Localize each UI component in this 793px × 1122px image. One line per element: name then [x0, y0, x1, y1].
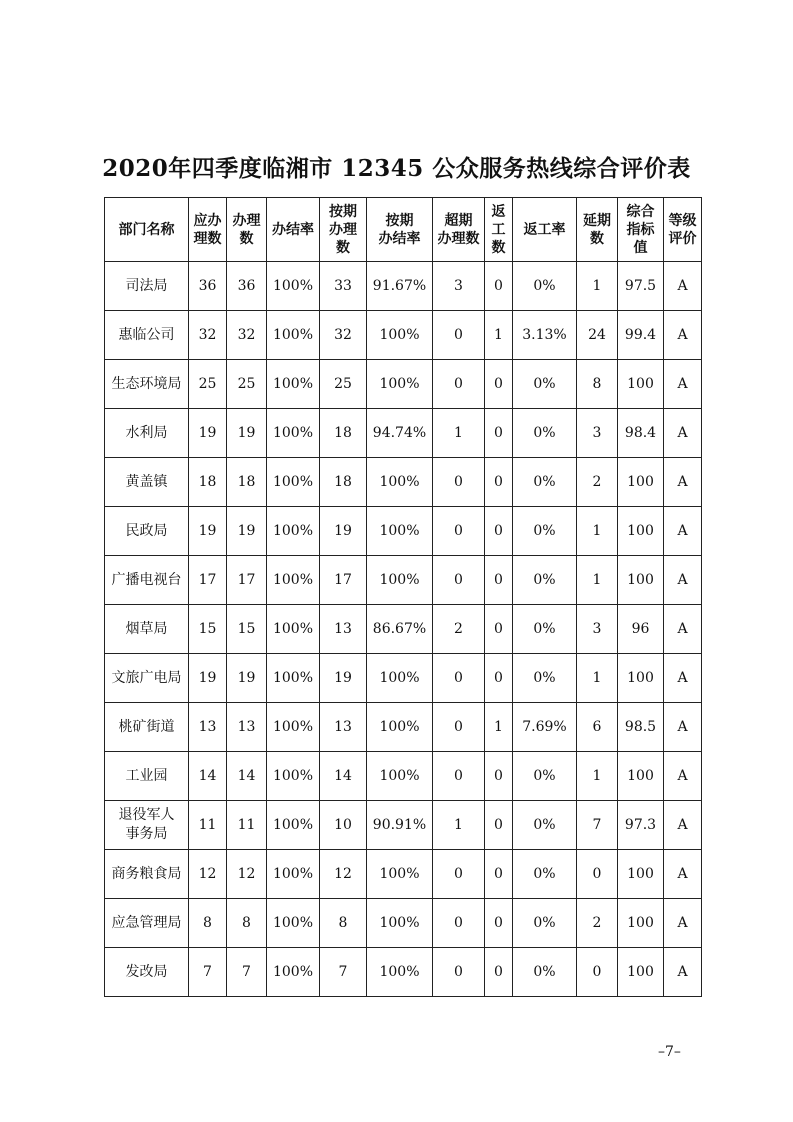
cell-completion-rate: 100%: [267, 703, 320, 752]
cell-rework-count: 0: [485, 262, 513, 311]
cell-rework-rate: 0%: [513, 556, 577, 605]
header-ontime-count: 按期 办理 数: [320, 198, 367, 262]
cell-rework-rate: 0%: [513, 409, 577, 458]
cell-completion-rate: 100%: [267, 360, 320, 409]
cell-ontime-count: 7: [320, 948, 367, 997]
cell-extension-count: 6: [577, 703, 618, 752]
cell-ontime-count: 33: [320, 262, 367, 311]
cell-composite-index: 97.5: [618, 262, 664, 311]
cell-ontime-count: 14: [320, 752, 367, 801]
cell-ontime-count: 17: [320, 556, 367, 605]
table-header-row: [105, 198, 702, 262]
cell-ontime-rate: 100%: [367, 752, 433, 801]
cell-department: 工业园: [105, 752, 189, 801]
cell-extension-count: 3: [577, 409, 618, 458]
cell-composite-index: 97.3: [618, 801, 664, 850]
cell-ontime-count: 25: [320, 360, 367, 409]
cell-handled: 32: [227, 311, 267, 360]
cell-grade: A: [664, 311, 702, 360]
cell-department: 退役军人 事务局: [105, 801, 189, 850]
cell-handled: 17: [227, 556, 267, 605]
cell-should-handle: 32: [189, 311, 227, 360]
cell-composite-index: 100: [618, 360, 664, 409]
cell-rework-rate: 0%: [513, 458, 577, 507]
cell-ontime-rate: 100%: [367, 311, 433, 360]
cell-rework-count: 0: [485, 899, 513, 948]
header-completion-rate: 办结率: [267, 198, 320, 262]
table-row: [105, 752, 702, 801]
cell-handled: 19: [227, 654, 267, 703]
cell-department: 司法局: [105, 262, 189, 311]
cell-grade: A: [664, 654, 702, 703]
cell-ontime-rate: 91.67%: [367, 262, 433, 311]
cell-department: 烟草局: [105, 605, 189, 654]
cell-handled: 18: [227, 458, 267, 507]
cell-extension-count: 1: [577, 654, 618, 703]
cell-ontime-rate: 100%: [367, 556, 433, 605]
cell-extension-count: 1: [577, 556, 618, 605]
cell-department: 广播电视台: [105, 556, 189, 605]
cell-composite-index: 100: [618, 458, 664, 507]
cell-overdue-count: 2: [433, 605, 485, 654]
cell-department: 生态环境局: [105, 360, 189, 409]
cell-completion-rate: 100%: [267, 409, 320, 458]
cell-overdue-count: 0: [433, 948, 485, 997]
cell-handled: 11: [227, 801, 267, 850]
header-ontime-rate: 按期 办结率: [367, 198, 433, 262]
cell-rework-count: 0: [485, 752, 513, 801]
cell-extension-count: 0: [577, 850, 618, 899]
cell-handled: 25: [227, 360, 267, 409]
cell-rework-count: 0: [485, 507, 513, 556]
table-body: [105, 262, 702, 997]
cell-handled: 36: [227, 262, 267, 311]
cell-rework-rate: 3.13%: [513, 311, 577, 360]
cell-extension-count: 3: [577, 605, 618, 654]
cell-handled: 14: [227, 752, 267, 801]
page-title: 2020年四季度临湘市 12345 公众服务热线综合评价表: [102, 155, 691, 182]
cell-overdue-count: 0: [433, 311, 485, 360]
table-row: [105, 703, 702, 752]
cell-ontime-count: 19: [320, 507, 367, 556]
table-row: [105, 948, 702, 997]
cell-extension-count: 7: [577, 801, 618, 850]
cell-rework-rate: 0%: [513, 507, 577, 556]
cell-extension-count: 2: [577, 458, 618, 507]
cell-rework-rate: 0%: [513, 899, 577, 948]
cell-ontime-rate: 100%: [367, 360, 433, 409]
cell-overdue-count: 0: [433, 654, 485, 703]
cell-ontime-rate: 100%: [367, 899, 433, 948]
cell-ontime-rate: 100%: [367, 654, 433, 703]
cell-grade: A: [664, 458, 702, 507]
cell-completion-rate: 100%: [267, 801, 320, 850]
cell-ontime-rate: 100%: [367, 948, 433, 997]
table-row: [105, 507, 702, 556]
cell-ontime-count: 13: [320, 703, 367, 752]
cell-department: 水利局: [105, 409, 189, 458]
cell-composite-index: 98.5: [618, 703, 664, 752]
cell-ontime-count: 18: [320, 458, 367, 507]
cell-grade: A: [664, 703, 702, 752]
header-extension-count: 延期 数: [577, 198, 618, 262]
cell-rework-count: 0: [485, 654, 513, 703]
cell-department: 商务粮食局: [105, 850, 189, 899]
header-handled: 办理 数: [227, 198, 267, 262]
cell-composite-index: 100: [618, 752, 664, 801]
cell-grade: A: [664, 801, 702, 850]
cell-should-handle: 19: [189, 654, 227, 703]
cell-should-handle: 25: [189, 360, 227, 409]
cell-grade: A: [664, 360, 702, 409]
cell-department: 文旅广电局: [105, 654, 189, 703]
table-row: [105, 605, 702, 654]
cell-should-handle: 19: [189, 507, 227, 556]
cell-composite-index: 99.4: [618, 311, 664, 360]
cell-ontime-rate: 100%: [367, 458, 433, 507]
cell-ontime-rate: 100%: [367, 850, 433, 899]
cell-ontime-rate: 86.67%: [367, 605, 433, 654]
cell-grade: A: [664, 605, 702, 654]
cell-completion-rate: 100%: [267, 262, 320, 311]
table-row: [105, 556, 702, 605]
cell-department: 惠临公司: [105, 311, 189, 360]
cell-should-handle: 17: [189, 556, 227, 605]
cell-department: 发改局: [105, 948, 189, 997]
cell-extension-count: 1: [577, 507, 618, 556]
cell-extension-count: 24: [577, 311, 618, 360]
cell-rework-count: 0: [485, 360, 513, 409]
cell-completion-rate: 100%: [267, 850, 320, 899]
cell-overdue-count: 0: [433, 507, 485, 556]
page-number: –7–: [658, 1044, 681, 1060]
cell-ontime-rate: 100%: [367, 703, 433, 752]
cell-rework-rate: 0%: [513, 752, 577, 801]
cell-rework-count: 0: [485, 556, 513, 605]
header-grade: 等级 评价: [664, 198, 702, 262]
cell-extension-count: 1: [577, 752, 618, 801]
cell-grade: A: [664, 262, 702, 311]
cell-overdue-count: 0: [433, 850, 485, 899]
cell-extension-count: 1: [577, 262, 618, 311]
cell-overdue-count: 0: [433, 752, 485, 801]
cell-ontime-count: 10: [320, 801, 367, 850]
cell-completion-rate: 100%: [267, 458, 320, 507]
cell-ontime-rate: 100%: [367, 507, 433, 556]
cell-should-handle: 11: [189, 801, 227, 850]
cell-rework-rate: 0%: [513, 360, 577, 409]
cell-ontime-count: 12: [320, 850, 367, 899]
cell-handled: 19: [227, 507, 267, 556]
cell-should-handle: 36: [189, 262, 227, 311]
cell-handled: 19: [227, 409, 267, 458]
cell-ontime-count: 8: [320, 899, 367, 948]
table-row: [105, 311, 702, 360]
header-should-handle: 应办 理数: [189, 198, 227, 262]
cell-should-handle: 18: [189, 458, 227, 507]
cell-composite-index: 100: [618, 654, 664, 703]
cell-ontime-count: 18: [320, 409, 367, 458]
header-rework-rate: 返工率: [513, 198, 577, 262]
cell-composite-index: 100: [618, 507, 664, 556]
cell-grade: A: [664, 899, 702, 948]
header-department: 部门名称: [105, 198, 189, 262]
cell-grade: A: [664, 409, 702, 458]
cell-rework-count: 0: [485, 409, 513, 458]
cell-department: 桃矿街道: [105, 703, 189, 752]
cell-composite-index: 100: [618, 850, 664, 899]
cell-handled: 12: [227, 850, 267, 899]
cell-extension-count: 2: [577, 899, 618, 948]
cell-completion-rate: 100%: [267, 311, 320, 360]
header-composite-index: 综合 指标 值: [618, 198, 664, 262]
cell-composite-index: 100: [618, 556, 664, 605]
header-overdue-count: 超期 办理数: [433, 198, 485, 262]
cell-overdue-count: 1: [433, 801, 485, 850]
cell-handled: 7: [227, 948, 267, 997]
cell-grade: A: [664, 556, 702, 605]
cell-completion-rate: 100%: [267, 654, 320, 703]
table-row: [105, 262, 702, 311]
cell-overdue-count: 3: [433, 262, 485, 311]
cell-extension-count: 8: [577, 360, 618, 409]
cell-overdue-count: 1: [433, 409, 485, 458]
table-row: [105, 409, 702, 458]
cell-composite-index: 98.4: [618, 409, 664, 458]
cell-grade: A: [664, 507, 702, 556]
cell-grade: A: [664, 948, 702, 997]
cell-ontime-count: 13: [320, 605, 367, 654]
cell-should-handle: 8: [189, 899, 227, 948]
cell-rework-rate: 0%: [513, 801, 577, 850]
cell-grade: A: [664, 850, 702, 899]
cell-composite-index: 100: [618, 899, 664, 948]
cell-rework-rate: 0%: [513, 262, 577, 311]
table-row: [105, 654, 702, 703]
cell-completion-rate: 100%: [267, 899, 320, 948]
cell-ontime-count: 32: [320, 311, 367, 360]
cell-completion-rate: 100%: [267, 605, 320, 654]
cell-overdue-count: 0: [433, 703, 485, 752]
table-row: [105, 899, 702, 948]
cell-rework-count: 0: [485, 801, 513, 850]
table-row: [105, 801, 702, 850]
cell-should-handle: 14: [189, 752, 227, 801]
cell-overdue-count: 0: [433, 360, 485, 409]
cell-rework-count: 0: [485, 458, 513, 507]
cell-should-handle: 15: [189, 605, 227, 654]
cell-rework-count: 0: [485, 605, 513, 654]
cell-extension-count: 0: [577, 948, 618, 997]
cell-department: 应急管理局: [105, 899, 189, 948]
cell-handled: 15: [227, 605, 267, 654]
cell-should-handle: 13: [189, 703, 227, 752]
cell-rework-count: 1: [485, 703, 513, 752]
cell-rework-count: 0: [485, 850, 513, 899]
cell-rework-rate: 7.69%: [513, 703, 577, 752]
cell-department: 黄盖镇: [105, 458, 189, 507]
cell-rework-rate: 0%: [513, 654, 577, 703]
cell-handled: 13: [227, 703, 267, 752]
cell-overdue-count: 0: [433, 458, 485, 507]
cell-rework-rate: 0%: [513, 850, 577, 899]
table-row: [105, 850, 702, 899]
cell-completion-rate: 100%: [267, 507, 320, 556]
cell-should-handle: 19: [189, 409, 227, 458]
cell-completion-rate: 100%: [267, 556, 320, 605]
header-rework-count: 返 工 数: [485, 198, 513, 262]
cell-overdue-count: 0: [433, 899, 485, 948]
cell-handled: 8: [227, 899, 267, 948]
cell-should-handle: 7: [189, 948, 227, 997]
cell-rework-rate: 0%: [513, 948, 577, 997]
cell-ontime-rate: 94.74%: [367, 409, 433, 458]
cell-rework-count: 0: [485, 948, 513, 997]
cell-completion-rate: 100%: [267, 752, 320, 801]
cell-ontime-rate: 90.91%: [367, 801, 433, 850]
table-row: [105, 360, 702, 409]
cell-rework-rate: 0%: [513, 605, 577, 654]
cell-rework-count: 1: [485, 311, 513, 360]
cell-ontime-count: 19: [320, 654, 367, 703]
evaluation-table: [104, 197, 702, 997]
cell-grade: A: [664, 752, 702, 801]
cell-overdue-count: 0: [433, 556, 485, 605]
table-row: [105, 458, 702, 507]
cell-should-handle: 12: [189, 850, 227, 899]
cell-composite-index: 96: [618, 605, 664, 654]
cell-completion-rate: 100%: [267, 948, 320, 997]
cell-composite-index: 100: [618, 948, 664, 997]
cell-department: 民政局: [105, 507, 189, 556]
